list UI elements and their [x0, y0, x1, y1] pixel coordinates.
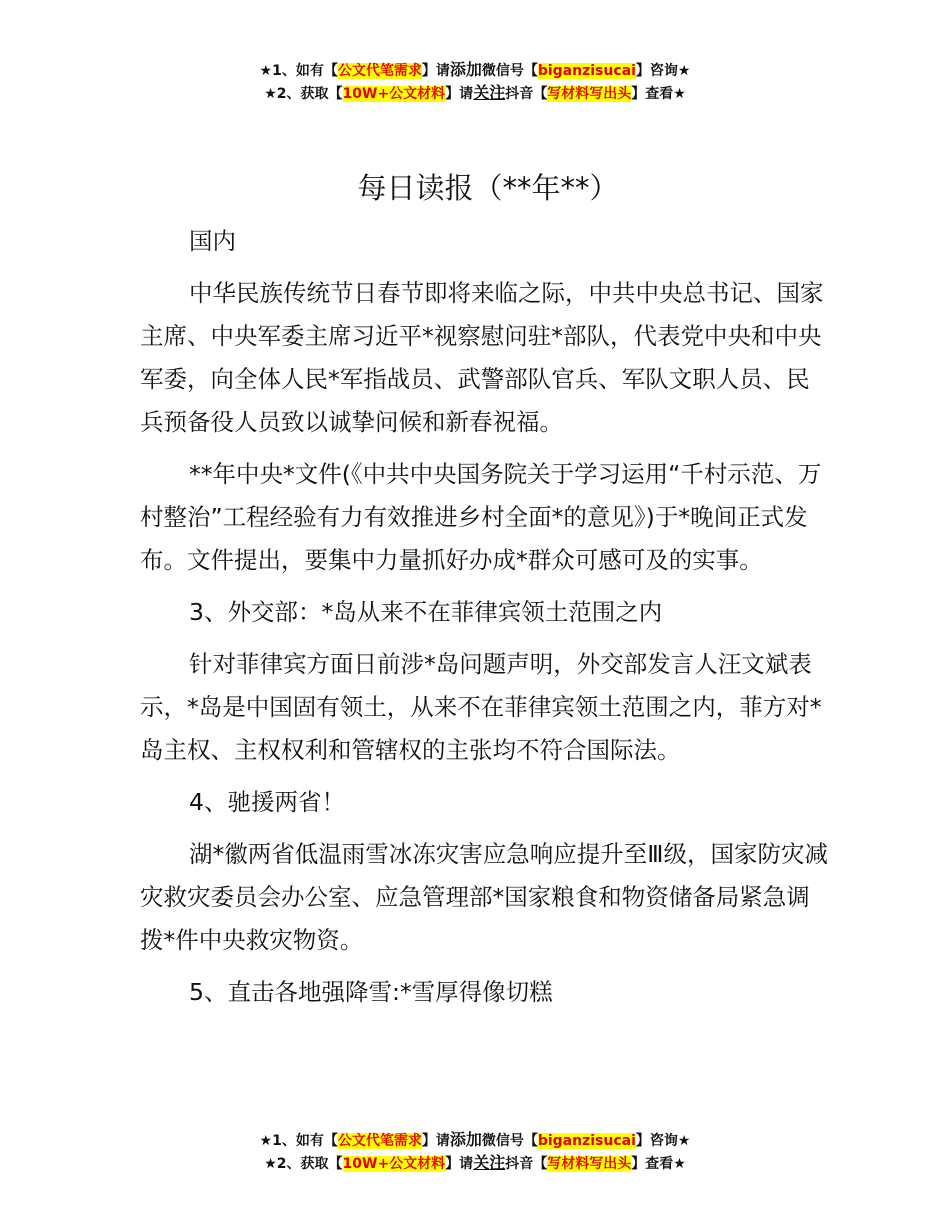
promo-text: 】请 [445, 86, 474, 102]
promo-text: ★2、获取【 [264, 1156, 343, 1172]
promo-highlight: 10W+公文材料 [342, 86, 446, 102]
promo-highlight: biganzisucai [537, 1133, 636, 1149]
promo-line-1 [0, 1129, 950, 1152]
promo-emphasis: 添加 [449, 60, 482, 79]
promo-highlight: 写材料写出头 [547, 1156, 632, 1172]
paragraph: 中华民族传统节日春节即将来临之际，中共中央总书记、国家主席、中央军委主席习近平*视察慰问驻*部队，代表党中央和中央军委，向全体人民*军指战员、武警部队官兵、军队文职人员、民兵预备役人员致以诚挚问候和新春祝福。 [140, 279, 824, 436]
promo-highlight: 公文代笔需求 [337, 63, 422, 79]
promo-text: 】查看★ [631, 86, 686, 102]
promo-emphasis: 关注 [473, 1153, 506, 1172]
promo-highlight: 公文代笔需求 [337, 1133, 422, 1149]
paragraph: 湖*徽两省低温雨雪冰冻灾害应急响应提升至Ⅲ级，国家防灾减灾救灾委员会办公室、应急管理部*国家粮食和物资储备局紧急调拨*件中央救灾物资。 [140, 840, 828, 954]
paragraph: **年中央*文件(《中共中央国务院关于学习运用“千村示范、万村整治”工程经验有力有效推进乡村全面*的意见》)于*晚间正式发布。文件提出，要集中力量抓好办成*群众可感可及的实事。 [140, 460, 822, 574]
document-body [140, 166, 830, 1023]
promo-line-1 [0, 59, 950, 82]
promo-line-2 [0, 82, 950, 105]
header-promo-banner [0, 59, 950, 105]
item-heading: 4、驰援两省！ [189, 788, 345, 816]
promo-text: ★1、如有【 [259, 63, 338, 79]
promo-emphasis: 关注 [473, 83, 506, 102]
promo-text: 】请 [421, 63, 450, 79]
promo-text: 微信号【 [481, 1133, 538, 1149]
promo-text: 抖音【 [505, 86, 548, 102]
promo-highlight: 写材料写出头 [547, 86, 632, 102]
section-heading: 国内 [189, 227, 236, 255]
promo-text: 】咨询★ [635, 1133, 691, 1149]
item-heading: 5、直击各地强降雪:*雪厚得像切糕 [189, 978, 553, 1006]
promo-text: 】咨询★ [635, 63, 691, 79]
footer-promo-banner [0, 1129, 950, 1175]
promo-text: 微信号【 [481, 63, 538, 79]
promo-text: 】请 [445, 1156, 474, 1172]
paragraph: 针对菲律宾方面日前涉*岛问题声明，外交部发言人汪文斌表示，*岛是中国固有领土，从来不在菲律宾领土范围之内，菲方对*岛主权、主权权利和管辖权的主张均不符合国际法。 [140, 650, 822, 764]
promo-highlight: 10W+公文材料 [342, 1156, 446, 1172]
promo-text: ★2、获取【 [264, 86, 343, 102]
promo-text: ★1、如有【 [259, 1133, 338, 1149]
promo-text: 】请 [421, 1133, 450, 1149]
promo-line-2 [0, 1152, 950, 1175]
promo-text: 抖音【 [505, 1156, 548, 1172]
item-heading: 3、外交部：*岛从来不在菲律宾领土范围之内 [189, 598, 663, 626]
document-title: 每日读报（**年**） [357, 171, 619, 205]
promo-text: 】查看★ [631, 1156, 686, 1172]
promo-highlight: biganzisucai [537, 63, 636, 79]
promo-emphasis: 添加 [449, 1130, 482, 1149]
